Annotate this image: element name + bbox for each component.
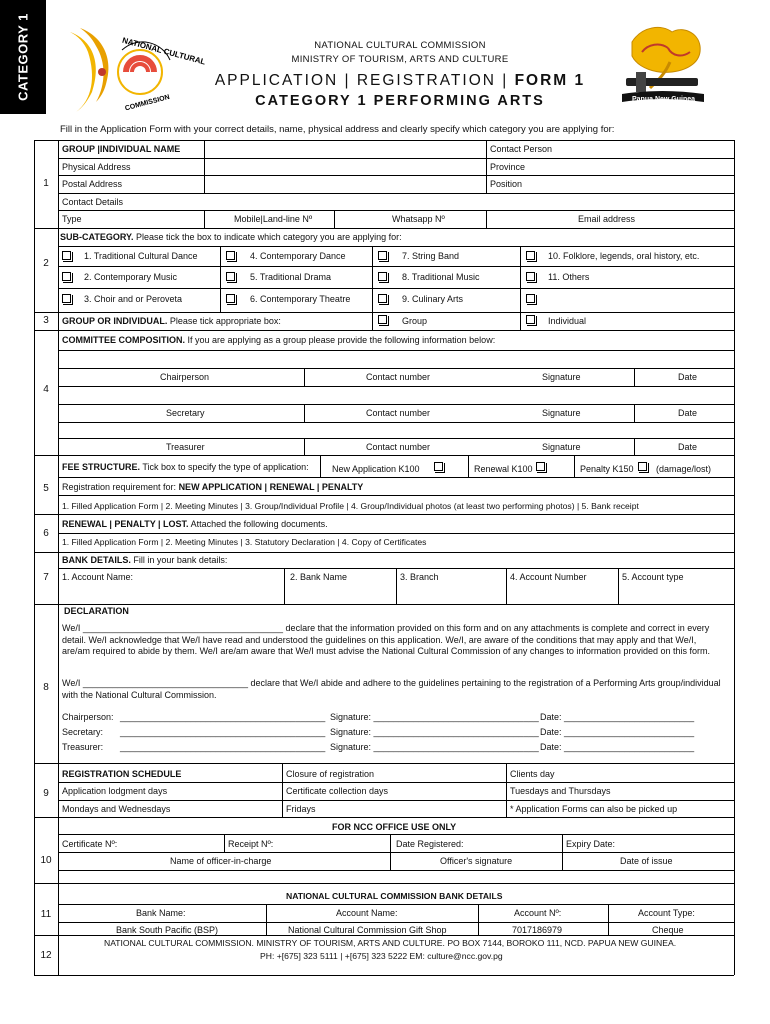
ncc-bank-name: Bank South Pacific (BSP)	[116, 925, 219, 935]
checkbox-traditional-music[interactable]	[378, 272, 387, 281]
section-number-10: 10	[40, 855, 52, 866]
checkbox-traditional-drama[interactable]	[226, 272, 235, 281]
checkbox-renewal[interactable]	[536, 462, 545, 471]
account-type-field[interactable]: 5. Account type	[622, 572, 684, 582]
sign-line-secretary[interactable]: _________________________________________	[120, 727, 326, 737]
sign-signature-treasurer[interactable]: Signature: _________________________________	[330, 742, 539, 752]
physical-address-input[interactable]	[206, 160, 484, 174]
section-number-5: 5	[43, 483, 49, 494]
postal-address-input[interactable]	[206, 177, 484, 191]
fee-structure-heading: FEE STRUCTURE. Tick box to specify the type of application:	[62, 462, 309, 472]
section-number-1: 1	[43, 178, 49, 189]
form-title: APPLICATION | REGISTRATION | FORM 1	[214, 72, 586, 89]
new-application-option: New Application K100	[332, 464, 420, 474]
section-number-9: 9	[43, 788, 49, 799]
group-or-individual-heading: GROUP OR INDIVIDUAL. Please tick appropriate box:	[62, 316, 281, 326]
position-label: Position	[490, 179, 523, 189]
declaration-heading: DECLARATION	[64, 606, 129, 616]
option-traditional-drama: 5. Traditional Drama	[250, 272, 332, 282]
checkbox-individual[interactable]	[526, 315, 535, 324]
account-name-field[interactable]: 1. Account Name:	[62, 572, 134, 582]
certificate-number-label: Certificate Nº:	[62, 839, 118, 849]
option-contemporary-theatre: 6. Contemporary Theatre	[250, 294, 351, 304]
renewal-penalty-heading: RENEWAL | PENALTY | LOST. Attached the following documents.	[62, 519, 328, 529]
fridays: Fridays	[286, 804, 316, 814]
treasurer-label: Treasurer	[166, 442, 205, 452]
sign-date-treasurer[interactable]: Date: __________________________	[540, 742, 695, 752]
section-number-4: 4	[43, 384, 49, 395]
sign-role-chairperson: Chairperson:	[62, 712, 114, 722]
checkbox-choir-peroveta[interactable]	[62, 294, 71, 303]
svg-text:Papua New Guinea: Papua New Guinea	[632, 96, 696, 103]
footer-contact: PH: +[675] 323 5111 | +[675] 323 5222 EM: culture@ncc.gov.pg	[260, 951, 503, 961]
postal-address-label: Postal Address	[62, 179, 123, 189]
checkbox-group[interactable]	[378, 315, 387, 324]
svg-text:NATIONAL CULTURAL: NATIONAL CULTURAL	[121, 35, 207, 67]
subcategory-heading: SUB-CATEGORY. Please tick the box to indicate which category you are applying for:	[60, 232, 402, 242]
receipt-number-label: Receipt Nº:	[228, 839, 274, 849]
date-label: Date	[678, 372, 698, 382]
date-label: Date	[678, 442, 698, 452]
ncc-account-type: Cheque	[652, 925, 684, 935]
checkbox-others[interactable]	[526, 272, 535, 281]
checkbox-contemporary-dance[interactable]	[226, 251, 235, 260]
contact-number-label: Contact number	[366, 408, 431, 418]
physical-address-label: Physical Address	[62, 162, 131, 172]
option-contemporary-music: 2. Contemporary Music	[84, 272, 178, 282]
officer-name-label: Name of officer-in-charge	[170, 856, 272, 866]
date-label: Date	[678, 408, 698, 418]
mondays-wednesdays: Mondays and Wednesdays	[62, 804, 171, 814]
section-number-6: 6	[43, 528, 49, 539]
closure-of-registration: Closure of registration	[286, 769, 375, 779]
officer-signature-label: Officer's signature	[440, 856, 513, 866]
bank-details-heading: BANK DETAILS. Fill in your bank details:	[62, 555, 228, 565]
signature-label: Signature	[542, 372, 581, 382]
registration-requirement: Registration requirement for: NEW APPLICATION | RENEWAL | PENALTY	[62, 482, 364, 492]
ncc-account-name: National Cultural Commission Gift Shop	[288, 925, 447, 935]
contact-person-label: Contact Person	[490, 144, 553, 154]
ncc-bank-heading: NATIONAL CULTURAL COMMISSION BANK DETAILS	[286, 891, 503, 901]
option-choir-peroveta: 3. Choir and or Peroveta	[84, 294, 183, 304]
sign-line-treasurer[interactable]: _________________________________________	[120, 742, 326, 752]
sign-date-secretary[interactable]: Date: __________________________	[540, 727, 695, 737]
section-number-12: 12	[40, 950, 52, 961]
header-org: NATIONAL CULTURAL COMMISSION	[314, 40, 486, 51]
form-subtitle: CATEGORY 1 PERFORMING ARTS	[255, 93, 545, 109]
renewal-option: Renewal K100	[474, 464, 533, 474]
checkbox-string-band[interactable]	[378, 251, 387, 260]
section-number-3: 3	[43, 315, 49, 326]
renewal-documents-list: 1. Filled Application Form | 2. Meeting Minutes | 3. Statutory Declaration | 4. Copy of Certificates	[62, 537, 427, 547]
ncc-account-number-header: Account Nº:	[514, 908, 562, 918]
section-number-2: 2	[43, 258, 49, 269]
option-contemporary-dance: 4. Contemporary Dance	[250, 251, 346, 261]
footer-address: NATIONAL CULTURAL COMMISSION. MINISTRY OF TOURISM, ARTS AND CULTURE. PO BOX 7144, BOROKO 111, NCD. PAPUA NEW GUINEA.	[104, 938, 677, 948]
chairperson-label: Chairperson	[160, 372, 210, 382]
contact-number-label: Contact number	[366, 442, 431, 452]
checkbox-new-application[interactable]	[434, 462, 443, 471]
ncc-account-type-header: Account Type:	[638, 908, 695, 918]
ncc-logo	[62, 22, 207, 114]
checkbox-contemporary-theatre[interactable]	[226, 294, 235, 303]
section-number-7: 7	[43, 572, 49, 583]
mobile-label: Mobile|Land-line Nº	[234, 214, 313, 224]
option-folklore: 10. Folklore, legends, oral history, etc.	[548, 251, 700, 261]
sign-role-secretary: Secretary:	[62, 727, 104, 737]
registration-requirement-list: 1. Filled Application Form | 2. Meeting Minutes | 3. Group/Individual Profile | 4. Group/Individual photos (at least two performing photos) | 5. Bank receipt	[62, 501, 639, 511]
tuesdays-thursdays: Tuesdays and Thursdays	[510, 786, 611, 796]
registration-schedule-heading: REGISTRATION SCHEDULE	[62, 769, 182, 779]
sign-date-chairperson[interactable]: Date: __________________________	[540, 712, 695, 722]
branch-field[interactable]: 3. Branch	[400, 572, 439, 582]
declaration-paragraph-2: We/I _________________________________ declare that We/I abide and adhere to the guidelines pertaining to the registration of a Performing Arts group/individual with the National Cultural Commission.	[62, 678, 721, 700]
account-number-field[interactable]: 4. Account Number	[510, 572, 587, 582]
whatsapp-label: Whatsapp Nº	[392, 214, 445, 224]
option-culinary-arts: 9. Culinary Arts	[402, 294, 464, 304]
signature-label: Signature	[542, 442, 581, 452]
sign-signature-secretary[interactable]: Signature: _________________________________	[330, 727, 539, 737]
committee-heading: COMMITTEE COMPOSITION. If you are applying as a group please provide the following information below:	[62, 335, 496, 345]
ncc-bank-name-header: Bank Name:	[136, 908, 186, 918]
group-name-input[interactable]	[206, 142, 484, 156]
option-traditional-cultural-dance: 1. Traditional Cultural Dance	[84, 251, 198, 261]
contact-number-label: Contact number	[366, 372, 431, 382]
clients-day: Clients day	[510, 769, 555, 779]
date-of-issue-label: Date of issue	[620, 856, 673, 866]
certificate-collection-days: Certificate collection days	[286, 786, 389, 796]
sign-role-treasurer: Treasurer:	[62, 742, 104, 752]
category-side-label: CATEGORY 1	[15, 13, 31, 101]
date-registered-label: Date Registered:	[396, 839, 464, 849]
checkbox-folklore[interactable]	[526, 251, 535, 260]
ncc-account-name-header: Account Name:	[336, 908, 398, 918]
option-others: 11. Others	[548, 272, 590, 282]
penalty-note: (damage/lost)	[656, 464, 712, 474]
application-form	[34, 140, 734, 975]
header-ministry: MINISTRY OF TOURISM, ARTS AND CULTURE	[291, 54, 509, 65]
expiry-date-label: Expiry Date:	[566, 839, 616, 849]
province-label: Province	[490, 162, 526, 172]
checkbox-traditional-cultural-dance[interactable]	[62, 251, 71, 260]
email-label: Email address	[578, 214, 636, 224]
ncc-account-number: 7017186979	[512, 925, 563, 935]
category-side-tab	[0, 0, 46, 114]
group-name-label: GROUP |INDIVIDUAL NAME	[62, 144, 181, 154]
section-number-8: 8	[43, 682, 49, 693]
option-traditional-music: 8. Traditional Music	[402, 272, 480, 282]
sign-signature-chairperson[interactable]: Signature: _________________________________	[330, 712, 539, 722]
checkbox-contemporary-music[interactable]	[62, 272, 71, 281]
secretary-label: Secretary	[166, 408, 205, 418]
pickup-note: * Application Forms can also be picked up	[510, 804, 678, 814]
intro-text: Fill in the Application Form with your correct details, name, physical address and clearly specify which category you are applying for:	[60, 124, 615, 135]
checkbox-penalty[interactable]	[638, 462, 647, 471]
sign-line-chairperson[interactable]: _________________________________________	[120, 712, 326, 722]
signature-label: Signature	[542, 408, 581, 418]
svg-text:COMMISSION: COMMISSION	[124, 93, 171, 113]
type-label: Type	[62, 214, 82, 224]
option-individual: Individual	[548, 316, 587, 326]
checkbox-blank[interactable]	[526, 294, 535, 303]
option-string-band: 7. String Band	[402, 251, 460, 261]
office-use-heading: FOR NCC OFFICE USE ONLY	[332, 822, 457, 832]
png-emblem	[612, 22, 714, 114]
checkbox-culinary-arts[interactable]	[378, 294, 387, 303]
contact-details-label: Contact Details	[62, 197, 124, 207]
penalty-option: Penalty K150	[580, 464, 634, 474]
option-group: Group	[402, 316, 428, 326]
application-lodgment-days: Application lodgment days	[62, 786, 168, 796]
bank-name-field[interactable]: 2. Bank Name	[290, 572, 348, 582]
declaration-paragraph-1: We/I ________________________________________ declare that the information provided on this form and on any attachments is complete and correct in every detail. We/I acknowledge that We/I have read and understood the guidelines on this application. We/I, are aware of the conditions that may apply and that We/I, are/am required to abide by them. We/I are/am aware that We/I must advise the National Cultural Commission of any changes to information provided on this form.	[62, 623, 710, 656]
section-number-11: 11	[40, 909, 52, 920]
